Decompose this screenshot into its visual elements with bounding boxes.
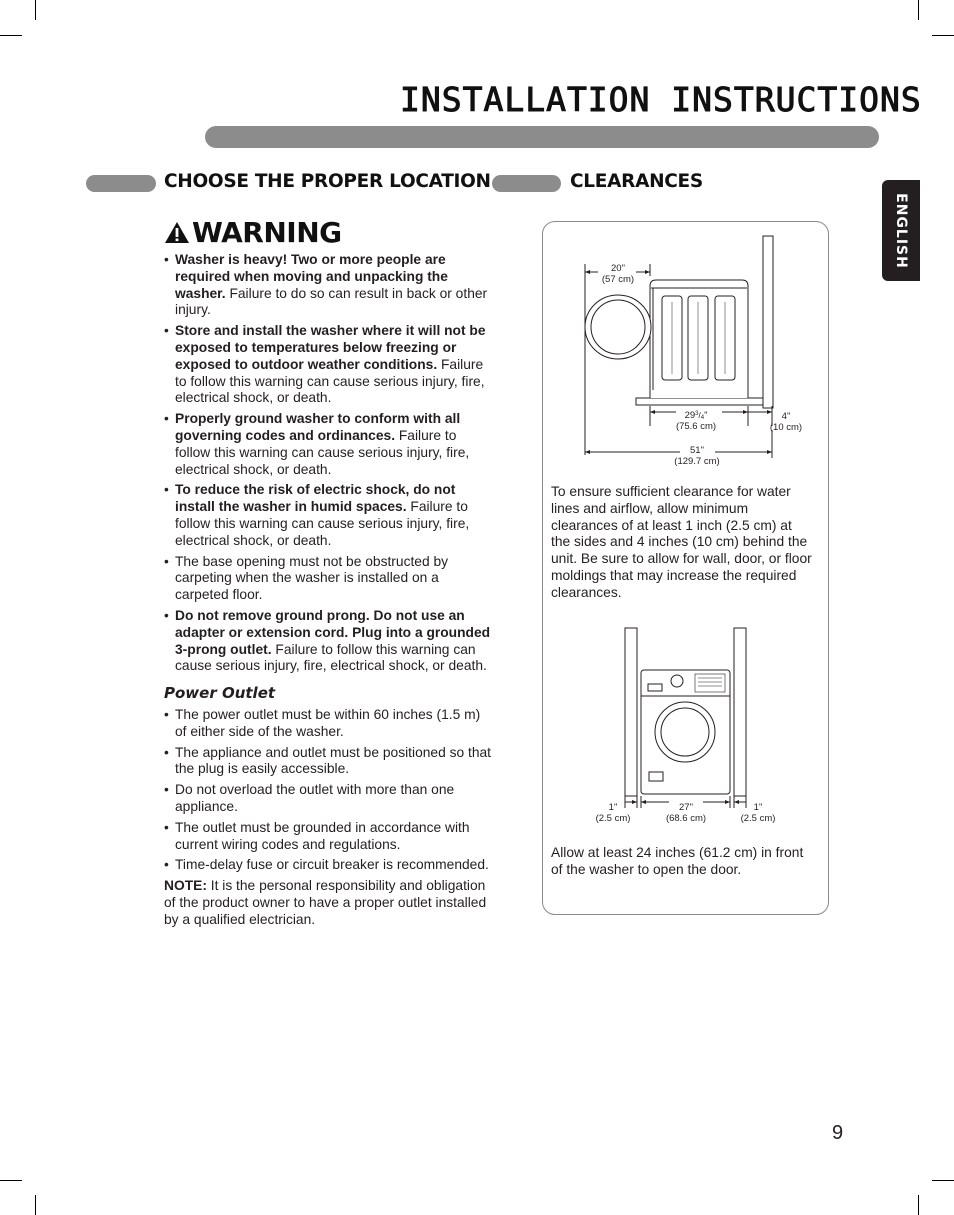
note-label: NOTE: xyxy=(164,878,207,894)
warning-bullet xyxy=(164,411,494,478)
page-title: INSTALLATION INSTRUCTIONS xyxy=(400,80,922,119)
bullet-text: The base opening must not be obstructed by carpeting when the washer is installed on a carpeted floor. xyxy=(175,553,449,603)
crop-mark xyxy=(0,1180,22,1181)
warning-label xyxy=(164,216,342,249)
section-pill xyxy=(86,175,156,192)
dim-depth: $29^3_/4$" xyxy=(684,410,708,421)
note xyxy=(164,878,494,928)
outlet-bullet: • The appliance and outlet must be positioned so that the plug is easily accessible. xyxy=(164,745,494,779)
crop-mark xyxy=(932,35,954,36)
front-view-diagram xyxy=(585,622,805,832)
bullet-bold: Washer is heavy! Two or more people are required when moving and unpacking the washer. xyxy=(175,252,448,301)
crop-mark xyxy=(0,35,22,36)
section-heading-location: CHOOSE THE PROPER LOCATION xyxy=(164,171,491,192)
bullet-text: Failure to do so can result in back or other injury. xyxy=(175,285,488,318)
dim-total-cm: (129.7 cm) xyxy=(674,456,720,467)
crop-mark xyxy=(35,1195,36,1215)
section-pill xyxy=(492,175,561,192)
warning-text: WARNING xyxy=(192,216,342,249)
outlet-bullet: • The power outlet must be within 60 inches (1.5 m) of either side of the washer. xyxy=(164,707,494,741)
bullet-bold: Do not remove ground prong. Do not use an adapter or extension cord. Plug into a grounded 3-prong outlet. xyxy=(175,607,491,657)
dim-rear: 4" xyxy=(781,411,791,422)
warning-bullet xyxy=(164,554,494,604)
warning-bullet xyxy=(164,482,494,549)
warning-bullet xyxy=(164,252,494,319)
bullet-text: Failure to follow this warning can cause serious injury, fire, electrical shock, or death. xyxy=(175,499,470,548)
dim-rear-cm: (10 cm) xyxy=(769,422,803,433)
dim-total: 51" xyxy=(690,445,704,456)
outlet-bullet: • Time-delay fuse or circuit breaker is recommended. xyxy=(164,857,494,874)
dim-left-cm: (2.5 cm) xyxy=(595,813,631,824)
bullet-text: Failure to follow this warning can cause serious injury, fire, electrical shock, or death. xyxy=(175,641,487,674)
warning-bullet xyxy=(164,608,494,675)
dim-right: 1" xyxy=(753,802,763,813)
note-text: It is the personal responsibility and obligation of the product owner to have a proper outlet installed by a qualified electrician. xyxy=(164,878,487,927)
dim-width: 27" xyxy=(679,802,693,813)
side-view-diagram xyxy=(560,230,820,480)
section-heading-clearances: CLEARANCES xyxy=(570,171,703,192)
crop-mark xyxy=(35,0,36,20)
outlet-bullet: • The outlet must be grounded in accordance with current wiring codes and regulations. xyxy=(164,820,494,854)
outlet-bullet: • Do not overload the outlet with more than one appliance. xyxy=(164,782,494,816)
page-number: 9 xyxy=(832,1122,844,1144)
crop-mark xyxy=(918,1195,919,1215)
crop-mark xyxy=(918,0,919,20)
power-outlet-heading: Power Outlet xyxy=(164,684,276,703)
dim-door: 20" xyxy=(611,263,625,274)
bullet-bold: Properly ground washer to conform with all governing codes and ordinances. xyxy=(175,411,461,443)
crop-mark xyxy=(932,1180,954,1181)
dim-left: 1" xyxy=(608,802,618,813)
bullet-text: Failure to follow this warning can cause serious injury, fire, electrical shock, or death. xyxy=(175,356,485,406)
bullet-bold: Store and install the washer where it will not be exposed to temperatures below freezing or exposed to outdoor weather conditions. xyxy=(175,323,486,372)
title-bar xyxy=(205,126,879,148)
dim-right-cm: (2.5 cm) xyxy=(740,813,776,824)
dim-depth-cm: (75.6 cm) xyxy=(675,421,717,432)
warning-triangle-icon xyxy=(164,221,190,244)
language-tab-label: ENGLISH xyxy=(893,192,909,269)
dim-door-cm: (57 cm) xyxy=(601,274,635,285)
bullet-text: Failure to follow this warning can cause serious injury, fire, electrical shock, or death. xyxy=(175,427,470,477)
bullet-bold: To reduce the risk of electric shock, do not install the washer in humid spaces. xyxy=(175,482,456,515)
door-clearance-paragraph: Allow at least 24 inches (61.2 cm) in front of the washer to open the door. xyxy=(551,845,804,877)
clearance-paragraph: To ensure sufficient clearance for water lines and airflow, allow minimum clearances of at least 1 inch (2.5 cm) at the sides and 4 inches (10 cm) behind the unit. Be sure to allow for wall, door, or floor moldings that may increase the required clearances. xyxy=(551,484,812,600)
language-tab xyxy=(882,180,920,281)
warning-bullet xyxy=(164,323,494,407)
dim-width-cm: (68.6 cm) xyxy=(665,813,707,824)
left-column xyxy=(164,252,494,928)
